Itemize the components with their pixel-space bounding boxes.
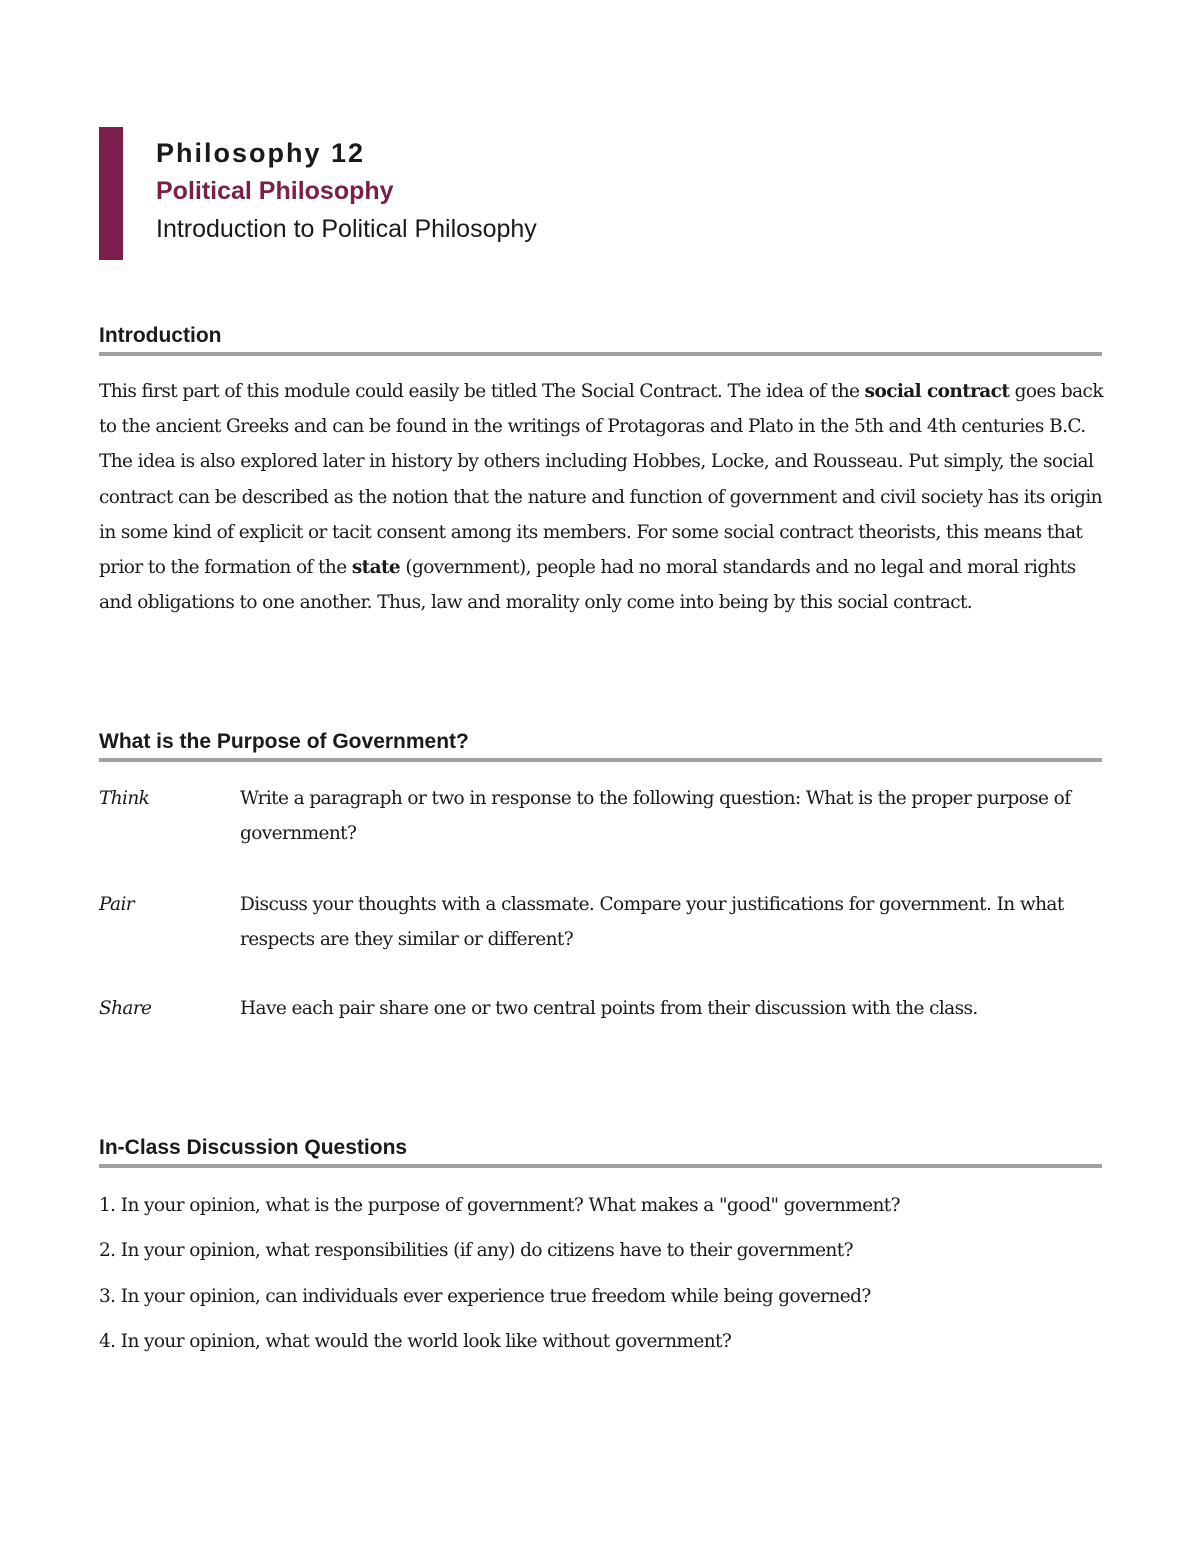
purpose-heading: What is the Purpose of Government? — [99, 729, 1102, 762]
discussion-question: 4. In your opinion, what would the world look like without government? — [99, 1331, 732, 1352]
share-text: Have each pair share one or two central points from their discussion with the class. — [240, 998, 978, 1019]
term-state: state — [351, 557, 401, 579]
discussion-heading: In-Class Discussion Questions — [99, 1135, 1102, 1168]
pair-label: Pair — [99, 894, 135, 915]
discussion-question: 2. In your opinion, what responsibilities (if any) do citizens have to their government? — [99, 1240, 853, 1261]
pair-text: Discuss your thoughts with a classmate. Compare your justifications for government. In what respects are they similar or different? — [240, 894, 1064, 951]
document-header — [156, 134, 537, 248]
unit-title: Political Philosophy — [156, 177, 394, 205]
header-accent-bar — [99, 127, 123, 260]
intro-text-part3: (government), people had no moral standards and no legal and moral rights and obligations to one another. Thus, law and morality only come into being by this social contract. — [99, 557, 1076, 614]
think-label: Think — [99, 788, 150, 809]
intro-text-part2: goes back to the ancient Greeks and can be found in the writings of Protagoras and Plato in the 5th and 4th centuries B.C. The idea is also explored later in history by others including Hobbes, Locke, and Rousseau. Put simply, the social contract can be described as the notion that the nature and function of government and civil society has its origin in some kind of explicit or tacit consent among its members. For some social contract theorists, this means that prior to the formation of the — [99, 381, 1103, 579]
introduction-paragraph — [99, 374, 1104, 620]
intro-text-part1: This first part of this module could easily be titled The Social Contract. The idea of the — [99, 381, 865, 402]
discussion-question: 1. In your opinion, what is the purpose of government? What makes a "good" government? — [99, 1195, 900, 1216]
introduction-heading: Introduction — [99, 323, 1102, 356]
course-title: Philosophy 12 — [156, 138, 366, 168]
discussion-question: 3. In your opinion, can individuals ever experience true freedom while being governed? — [99, 1286, 871, 1307]
term-social-contract: social contract — [864, 381, 1010, 402]
share-label: Share — [99, 998, 152, 1019]
lesson-title: Introduction to Political Philosophy — [156, 215, 537, 243]
think-text: Write a paragraph or two in response to the following question: What is the proper purpose of government? — [240, 788, 1071, 845]
